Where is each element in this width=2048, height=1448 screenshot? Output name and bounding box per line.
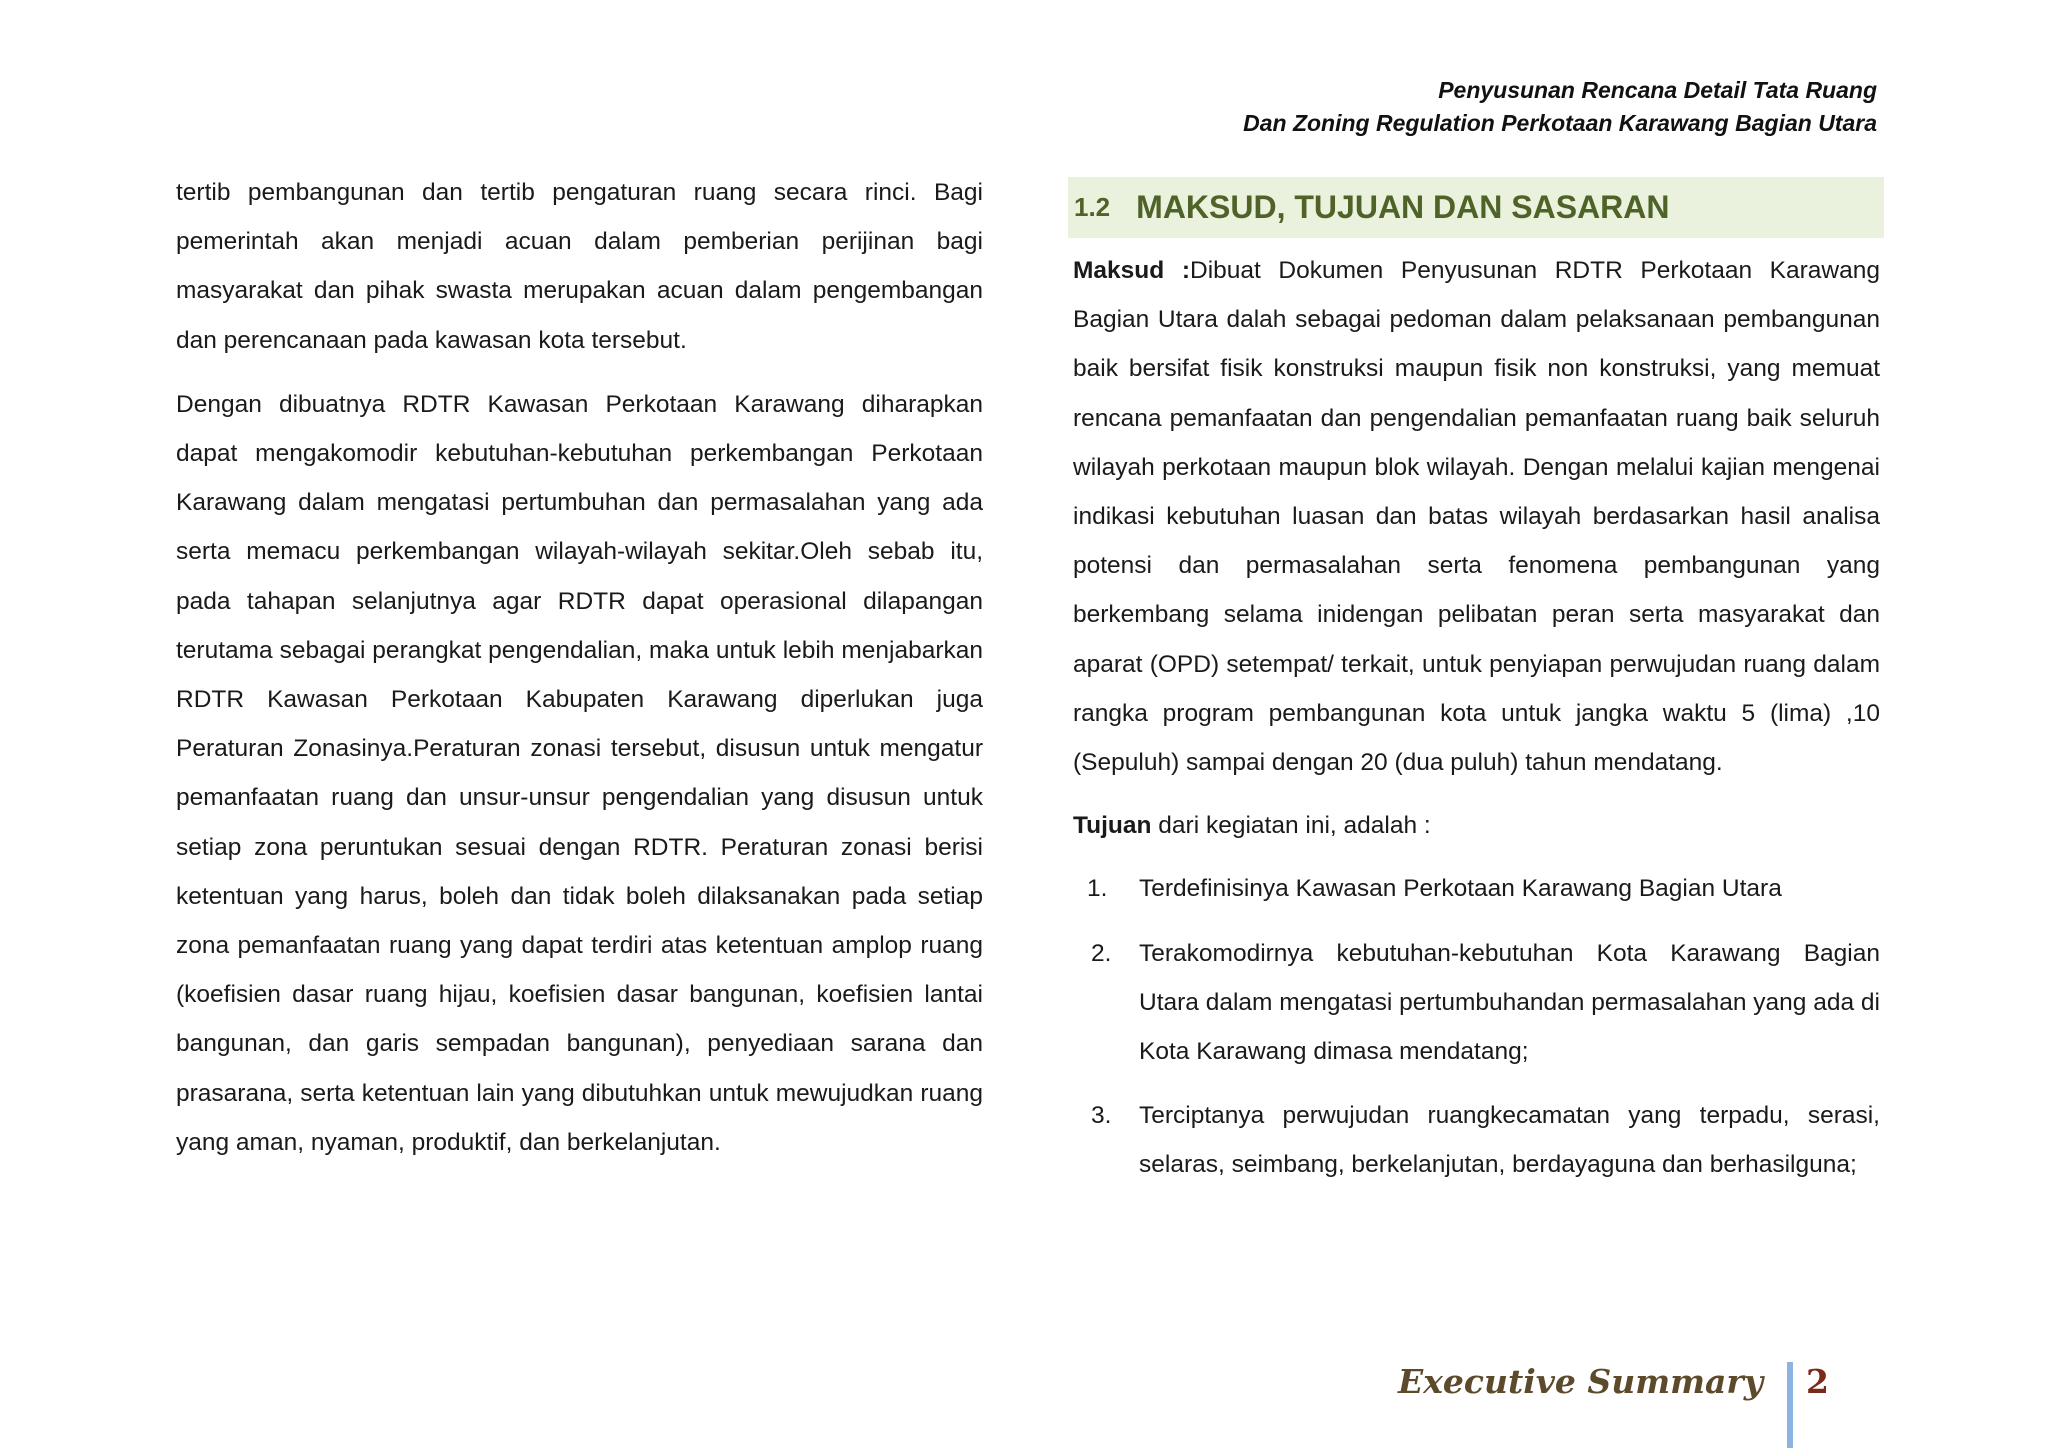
tujuan-intro: dari kegiatan ini, adalah : bbox=[1151, 812, 1431, 840]
right-column bbox=[1073, 246, 1880, 1205]
maksud-text: Dibuat Dokumen Penyusunan RDTR Perkotaan Karawang Bagian Utara dalah sebagai pedoman dalam pelaksanaan pembangunan baik bersifat fisik konstruksi maupun fisik non konstruksi, yang memuat rencana pemanfaatan dan pengendalian pemanfaatan ruang baik seluruh wilayah perkotaan maupun blok wilayah. Dengan melalui kajian mengenai indikasi kebutuhan luasan dan batas wilayah berdasarkan hasil analisa potensi dan permasalahan serta fenomena pembangunan yang berkembang selama inidengan pelibatan peran serta masyarakat dan aparat (OPD) setempat/ terkait, untuk penyiapan perwujudan ruang dalam rangka program pembangunan kota untuk jangka waktu 5 (lima) ,10 (Sepuluh) sampai dengan 20 (dua puluh) tahun mendatang. bbox=[1073, 257, 1881, 777]
list-item bbox=[1073, 1091, 1880, 1189]
list-item-number: 2. bbox=[1091, 939, 1112, 967]
page-number: 2 bbox=[1806, 1362, 1829, 1401]
left-paragraph-1: tertib pembangunan dan tertib pengaturan ruang secara rinci. Bagi pemerintah akan menjadi acuan dalam pemberian perijinan bagi masyarakat dan pihak swasta merupakan acuan dalam pengembangan dan perencanaan pada kawasan kota tersebut. bbox=[176, 179, 983, 354]
list-item-number: 3. bbox=[1091, 1102, 1112, 1130]
footer-title: Executive Summary bbox=[1398, 1362, 1763, 1401]
tujuan-list bbox=[1073, 864, 1880, 1189]
footer-divider bbox=[1787, 1362, 1793, 1448]
section-heading bbox=[1068, 177, 1884, 238]
list-item-number: 1. bbox=[1087, 875, 1108, 903]
left-column bbox=[176, 168, 983, 1167]
list-item-text: Terakomodirnya kebutuhan-kebutuhan Kota Karawang Bagian Utara dalam mengatasi pertumbuhandan permasalahan yang ada di Kota Karawang dimasa mendatang; bbox=[1139, 939, 1880, 1066]
running-header bbox=[1243, 74, 1877, 140]
list-item-text: Terciptanya perwujudan ruangkecamatan yang terpadu, serasi, selaras, seimbang, berkelanjutan, berdayaguna dan berhasilguna; bbox=[1139, 1102, 1880, 1179]
maksud-paragraph bbox=[1073, 246, 1880, 787]
section-number: 1.2 bbox=[1074, 192, 1111, 222]
header-line-2: Dan Zoning Regulation Perkotaan Karawang Bagian Utara bbox=[1243, 110, 1877, 136]
tujuan-paragraph bbox=[1073, 801, 1880, 850]
section-title: MAKSUD, TUJUAN DAN SASARAN bbox=[1136, 189, 1670, 225]
left-paragraph-2: Dengan dibuatnya RDTR Kawasan Perkotaan Karawang diharapkan dapat mengakomodir kebutuhan-kebutuhan perkembangan Perkotaan Karawang dalam mengatasi pertumbuhan dan permasalahan yang ada serta memacu perkembangan wilayah-wilayah sekitar.Oleh sebab itu, pada tahapan selanjutnya agar RDTR dapat operasional dilapangan terutama sebagai perangkat pengendalian, maka untuk lebih menjabarkan RDTR Kawasan Perkotaan Kabupaten Karawang diperlukan juga Peraturan Zonasinya.Peraturan zonasi tersebut, disusun untuk mengatur pemanfaatan ruang dan unsur-unsur pengendalian yang disusun untuk setiap zona peruntukan sesuai dengan RDTR. Peraturan zonasi berisi ketentuan yang harus, boleh dan tidak boleh dilaksanakan pada setiap zona pemanfaatan ruang yang dapat terdiri atas ketentuan amplop ruang (koefisien dasar ruang hijau, koefisien dasar bangunan, koefisien lantai bangunan, dan garis sempadan bangunan), penyediaan sarana dan prasarana, serta ketentuan lain yang dibutuhkan untuk mewujudkan ruang yang aman, nyaman, produktif, dan berkelanjutan. bbox=[176, 390, 983, 1156]
list-item-text: Terdefinisinya Kawasan Perkotaan Karawang Bagian Utara bbox=[1139, 875, 1782, 903]
list-item bbox=[1073, 929, 1880, 1077]
list-item bbox=[1073, 864, 1880, 913]
header-line-1: Penyusunan Rencana Detail Tata Ruang bbox=[1438, 77, 1877, 103]
tujuan-label: Tujuan bbox=[1073, 812, 1152, 840]
maksud-label: Maksud : bbox=[1073, 257, 1190, 284]
